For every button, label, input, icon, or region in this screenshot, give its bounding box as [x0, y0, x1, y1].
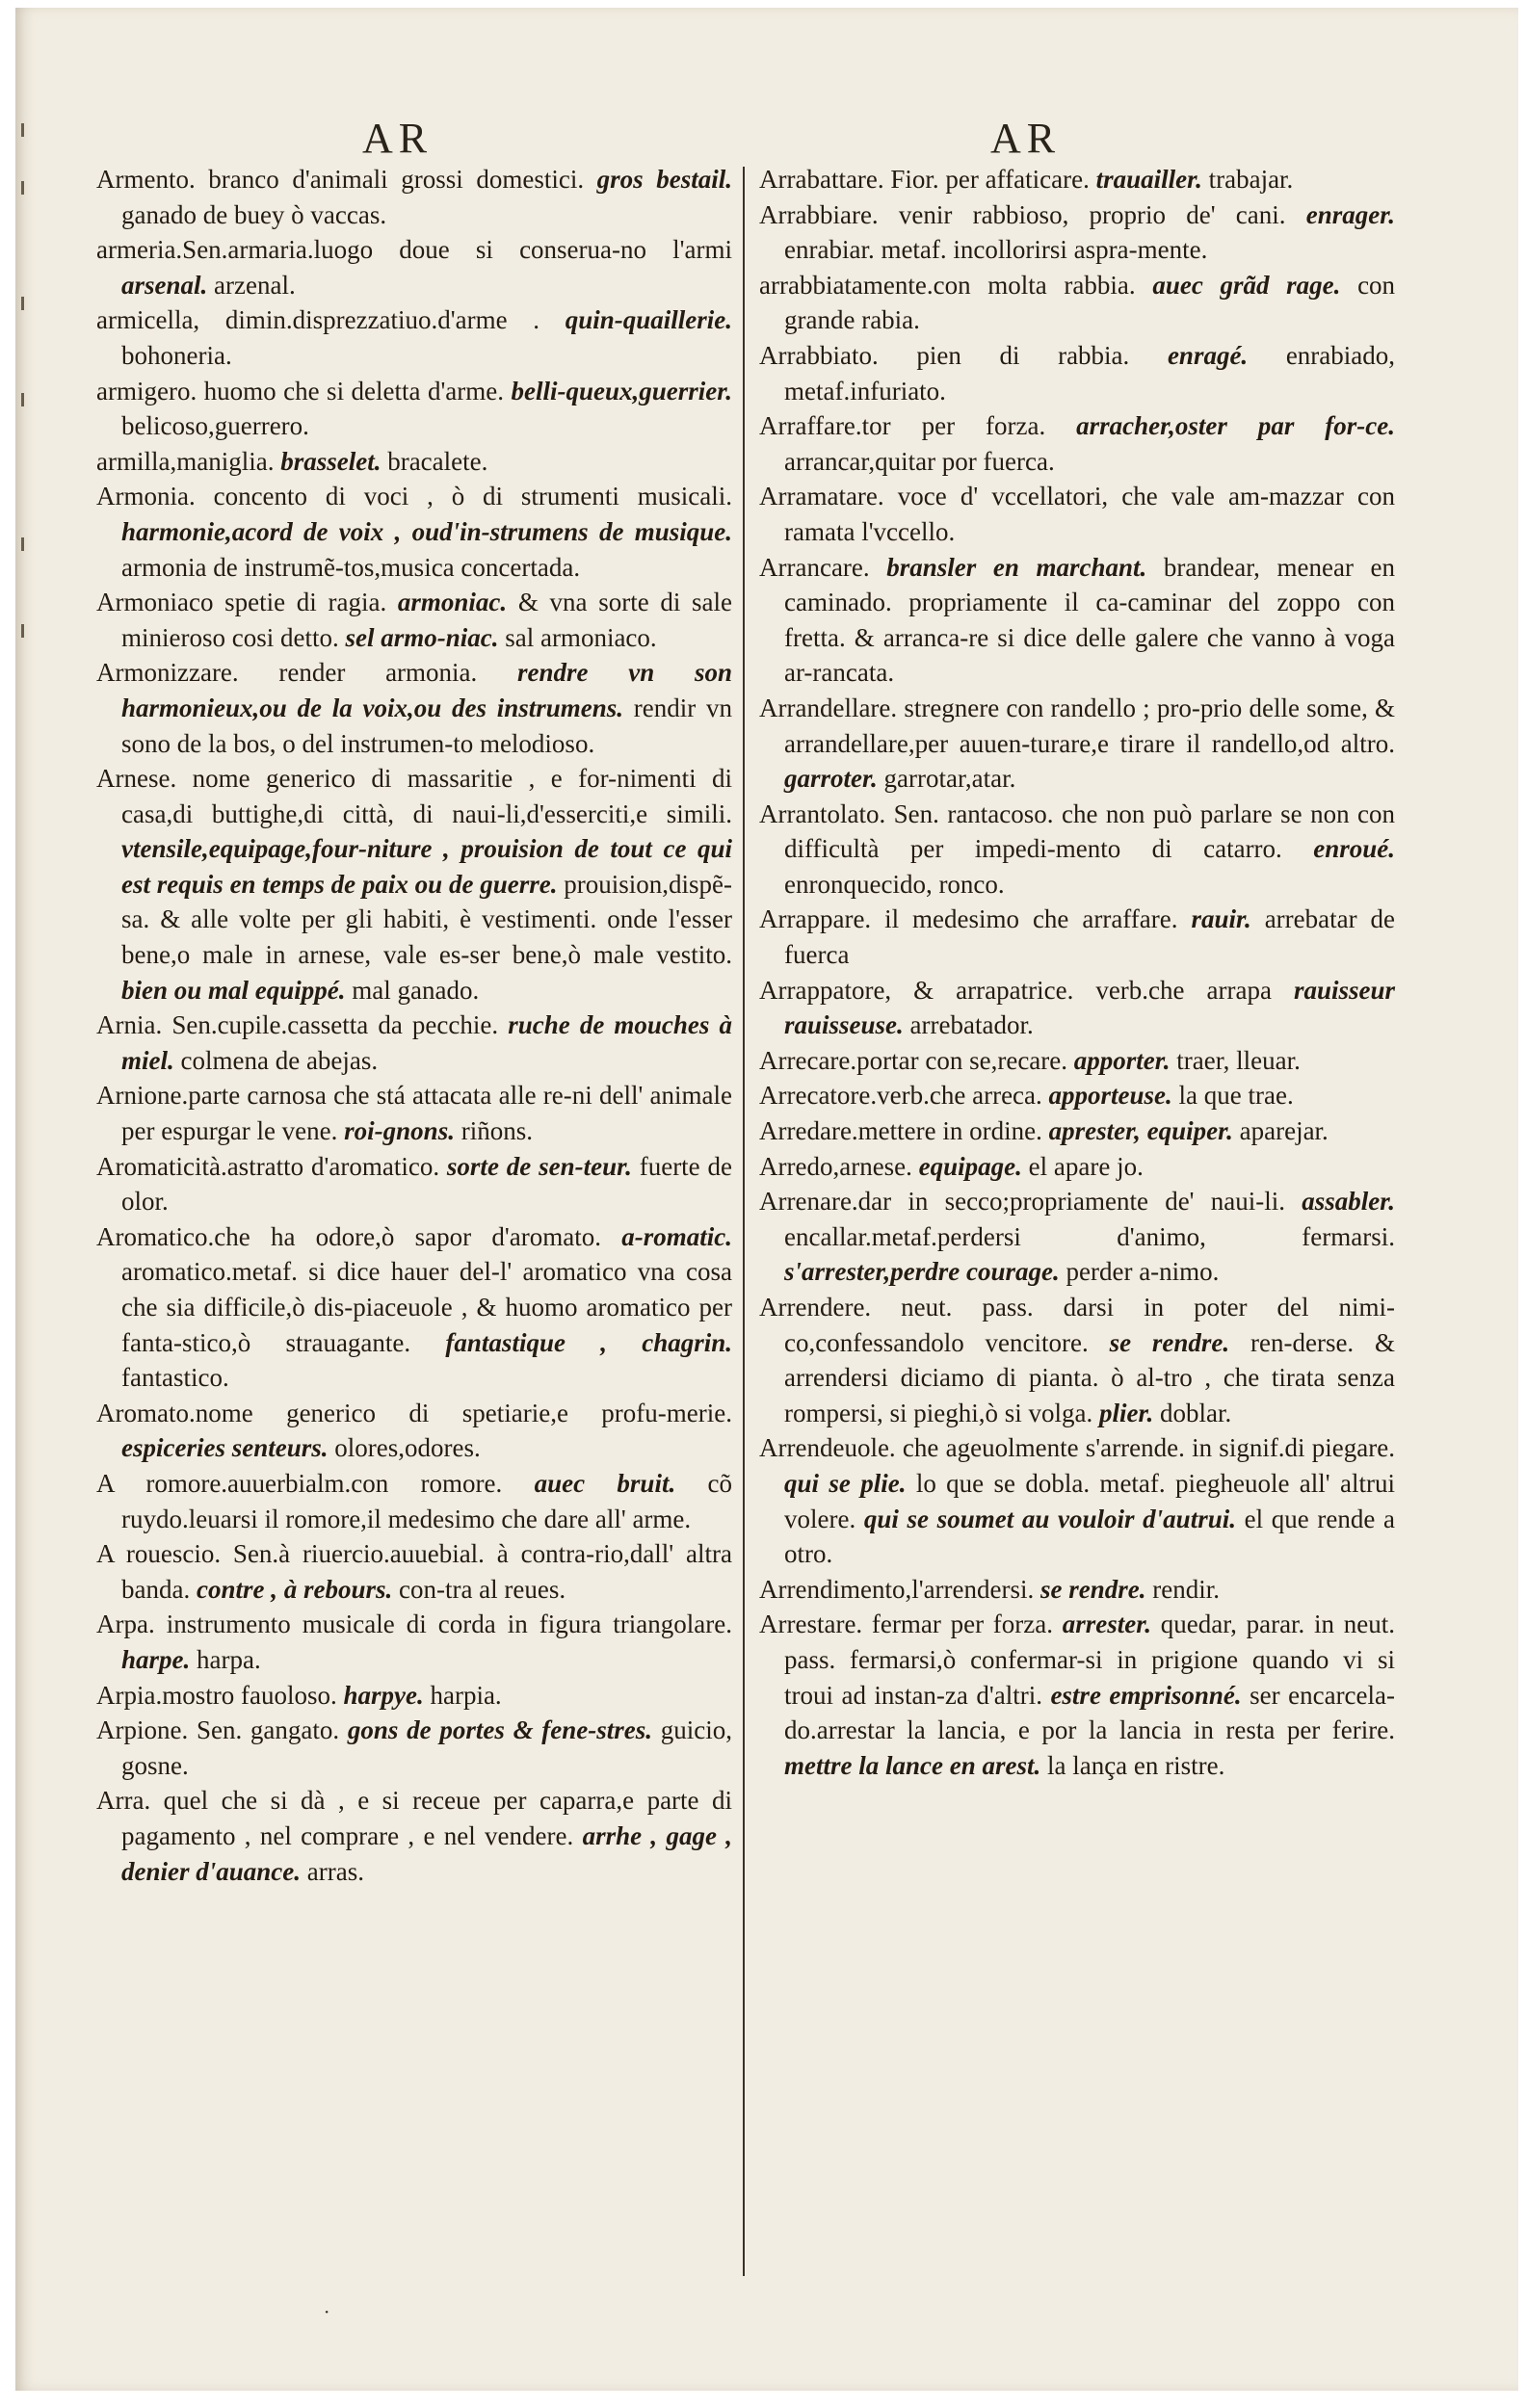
dictionary-entry — [759, 1043, 1395, 1079]
french-gloss: apporter. — [1073, 1045, 1171, 1075]
french-gloss: aprester, equiper. — [1048, 1116, 1233, 1146]
french-gloss: fantastique , chagrin. — [445, 1327, 732, 1357]
headword-definition: Arrecare.portar con se,recare. — [759, 1045, 1068, 1075]
headword-definition: Arredare.mettere in ordine. — [759, 1116, 1042, 1146]
french-gloss: harpye. — [343, 1680, 424, 1710]
french-gloss: apporteuse. — [1048, 1081, 1172, 1111]
spanish-gloss: la que trae. — [1178, 1081, 1294, 1111]
dictionary-entry — [759, 902, 1395, 972]
spanish-gloss: garrotar,atar. — [883, 764, 1016, 794]
dictionary-entry — [759, 197, 1395, 268]
spanish-gloss: arzenal. — [214, 270, 296, 300]
dictionary-entry — [759, 408, 1395, 479]
french-gloss: bien ou mal equippé. — [121, 975, 346, 1005]
french-gloss: belli-queux,guerrier. — [511, 376, 733, 406]
french-gloss: ruche de mouches à miel. — [121, 1010, 733, 1075]
headword-definition: Armonizzare. render armonia. — [96, 658, 478, 688]
french-gloss: arracher,oster par for-ce. — [1076, 411, 1396, 441]
french-gloss: enroué. — [1313, 834, 1395, 864]
dictionary-entry — [759, 1149, 1395, 1185]
french-gloss: armoniac. — [397, 588, 508, 617]
headword-definition: Arrabbiare. venir rabbioso, proprio de' cani. — [759, 199, 1286, 229]
spanish-gloss: arrebatador. — [909, 1010, 1034, 1040]
french-gloss: vtensile,equipage,four-niture , prouision de tout ce qui est requis en temps de paix ou de guerre. — [121, 834, 732, 899]
dictionary-entry — [759, 691, 1395, 797]
french-gloss: qui se soumet au vouloir d'autrui. — [863, 1504, 1236, 1533]
dictionary-entry — [759, 162, 1395, 197]
headword-definition: Arrendeuole. che ageuolmente s'arrende. in signif.di piegare. — [759, 1433, 1395, 1463]
french-gloss: trauailler. — [1095, 165, 1202, 194]
french-gloss: arrhe , gage , denier d'auance. — [121, 1820, 733, 1886]
dictionary-entry — [96, 162, 732, 232]
spanish-gloss: quedar, parar. in neut. pass. fermarsi,ò confermar-si in prigione quando vi si troui ad instan-za d'altri. — [784, 1610, 1396, 1710]
spanish-gloss: enronquecido, ronco. — [784, 869, 1005, 899]
headword-definition: Arpa. instrumento musicale di corda in figura triangolare. — [96, 1610, 732, 1639]
headword-definition: Arra. quel che si dà , e si receue per caparra,e parte di pagamento , nel comprare , e nel vendere. — [96, 1786, 732, 1850]
dictionary-entry — [759, 550, 1395, 691]
dictionary-entry — [96, 585, 732, 655]
spanish-gloss: guicio, gosne. — [121, 1715, 733, 1780]
dictionary-entry — [759, 268, 1395, 338]
spanish-gloss: harpia. — [430, 1680, 502, 1710]
french-gloss: arsenal. — [121, 270, 208, 300]
spanish-gloss: olores,odores. — [334, 1433, 481, 1463]
spanish-gloss: rendir vn sono de la bos, o del instrumen-to melodioso. — [121, 693, 733, 758]
dictionary-entry — [759, 973, 1395, 1043]
spanish-gloss: bohoneria. — [121, 340, 232, 370]
spanish-gloss: enrabiado, metaf.infuriato. — [784, 340, 1396, 406]
dictionary-entry — [96, 1678, 732, 1714]
dictionary-entry — [759, 1078, 1395, 1113]
dictionary-entry — [96, 1008, 732, 1078]
spanish-gloss: doblar. — [1159, 1398, 1232, 1427]
french-gloss: rauisseur rauisseuse. — [784, 975, 1395, 1040]
spanish-gloss: perder a-nimo. — [1066, 1257, 1220, 1287]
headword-definition: Arrestare. fermar per forza. — [759, 1610, 1053, 1639]
dictionary-entry — [96, 374, 732, 444]
dictionary-entry — [96, 1219, 732, 1396]
headword-definition: Arrendere. neut. pass. darsi in poter del nimi-co,confessandolo vencitore. — [759, 1293, 1395, 1357]
dictionary-entry — [96, 1466, 732, 1536]
running-head-right: AR — [990, 115, 1062, 162]
french-gloss: harpe. — [121, 1644, 191, 1674]
dictionary-entry — [759, 479, 1395, 549]
dictionary-entry — [759, 1607, 1395, 1783]
spanish-gloss: arrebatar de fuerca — [784, 904, 1396, 970]
headword-definition: armigero. huomo che si deletta d'arme. — [96, 376, 505, 406]
headword-definition: Arramatare. voce d' vccellatori, che vale am-mazzar con ramata l'vccello. — [759, 482, 1395, 546]
french-gloss: estre emprisonné. — [1050, 1680, 1242, 1710]
dictionary-entry — [759, 1572, 1395, 1608]
spanish-gloss: trabajar. — [1208, 165, 1294, 194]
dictionary-entry — [96, 1783, 732, 1889]
spanish-gloss: colmena de abejas. — [180, 1045, 379, 1075]
spanish-gloss: brandear, menear en caminado. propriamente il ca-caminar del zoppo con fretta. & arranca-re si dice delle galere che vanno à voga ar-rancata. — [784, 552, 1396, 688]
spanish-gloss: fuerte de olor. — [121, 1151, 732, 1217]
headword-definition: Arnia. Sen.cupile.cassetta da pecchie. — [96, 1010, 499, 1040]
dictionary-entry — [96, 1713, 732, 1783]
headword-definition: A romore.auuerbialm.con romore. — [96, 1468, 503, 1498]
french-gloss: brasselet. — [280, 446, 382, 476]
french-gloss: contre , à rebours. — [196, 1574, 393, 1604]
headword-definition: Arredo,arnese. — [759, 1151, 912, 1181]
spanish-gloss: fantastico. — [121, 1363, 229, 1393]
french-gloss: roi-gnons. — [344, 1116, 455, 1146]
dictionary-entry — [759, 797, 1395, 903]
french-gloss: harmonie,acord de voix , oud'in-strumens de musique. — [121, 516, 732, 546]
dictionary-entry — [96, 655, 732, 761]
headword-definition: Arnione.parte carnosa che stá attacata alle re-ni dell' animale per espurgar le vene. — [96, 1081, 732, 1146]
spanish-gloss: rendir. — [1152, 1574, 1220, 1604]
headword-definition: armeria.Sen.armaria.luogo doue si conserua-no l'armi — [96, 235, 732, 265]
headword-definition: Arrandellare. stregnere con randello ; pro-prio delle some, & arrandellare,per auuen-turare,e tirare il randello,od altro. — [759, 693, 1395, 758]
spanish-gloss: la lança en ristre. — [1046, 1750, 1225, 1780]
spanish-gloss: arrancar,quitar por fuerca. — [784, 446, 1055, 476]
spanish-gloss: ren-derse. & arrendersi diciamo di pianta. ò al-tro , che tirata senza rompersi, si pieghi,ò si volga. — [784, 1327, 1396, 1427]
headword-definition: Arrabbiato. pien di rabbia. — [759, 340, 1130, 370]
left-column — [96, 162, 732, 1889]
headword-definition: Aromaticità.astratto d'aromatico. — [96, 1151, 440, 1181]
french-gloss: qui se plie. — [784, 1468, 907, 1498]
spanish-gloss: prouision,dispẽ-sa. & alle volte per gli habiti, è vestimenti. onde l'esser bene,o male in arnese, vale es-ser bene,ò male vestito. — [121, 869, 732, 970]
spanish-gloss: riñons. — [460, 1116, 533, 1146]
spanish-gloss: sal armoniaco. — [505, 622, 657, 652]
headword-definition: armicella, dimin.disprezzatiuo.d'arme . — [96, 305, 540, 335]
french-gloss: a-romatic. — [621, 1221, 733, 1251]
headword-definition: A rouescio. Sen.à riuercio.auuebial. à contra-rio,dall' altra banda. — [96, 1539, 732, 1604]
headword-definition: Arrappatore, & arrapatrice. verb.che arrapa — [759, 975, 1272, 1005]
spanish-gloss: el que rende a otro. — [784, 1504, 1396, 1569]
spanish-gloss: lo que se dobla. metaf. piegheuole all' altrui volere. — [784, 1468, 1395, 1533]
spanish-gloss: & vna sorte di sale minieroso cosi detto. — [121, 588, 733, 652]
dictionary-entry — [96, 479, 732, 585]
headword-definition: Arrappare. il medesimo che arraffare. — [759, 904, 1178, 934]
headword-definition: Arnese. nome generico di massaritie , e for-nimenti di casa,di buttighe,di città, di naui-li,d'esserciti,e simili. — [96, 764, 732, 828]
running-head-left: AR — [362, 115, 434, 162]
headword-definition: Arrendimento,l'arrendersi. — [759, 1574, 1035, 1604]
spanish-gloss: con grande rabia. — [784, 270, 1396, 335]
headword-definition: Arrantolato. Sen. rantacoso. che non può parlare se non con difficultà per impedi-mento di catarro. — [759, 798, 1395, 864]
gutter-marks — [15, 123, 33, 701]
spanish-gloss: arras. — [306, 1856, 364, 1886]
dictionary-entry — [96, 1078, 732, 1148]
spanish-gloss: aromatico.metaf. si dice hauer del-l' aromatico vna cosa che sia difficile,ò dis-piaceuole , & huomo aromatico per fanta-stico,ò strauagante. — [121, 1257, 732, 1357]
french-gloss: rendre vn son harmonieux,ou de la voix,ou des instrumens. — [121, 658, 733, 722]
dictionary-entry — [759, 1184, 1395, 1290]
spanish-gloss: encallar.metaf.perdersi d'animo, fermarsi. — [784, 1221, 1395, 1251]
spanish-gloss: bracalete. — [387, 446, 488, 476]
book-page — [15, 8, 1518, 2391]
french-gloss: auec bruit. — [534, 1468, 676, 1498]
french-gloss: assabler. — [1302, 1187, 1395, 1217]
french-gloss: rauir. — [1191, 904, 1251, 934]
headword-definition: Arpia.mostro fauoloso. — [96, 1680, 337, 1710]
spanish-gloss: cõ ruydo.leuarsi il romore,il medesimo che dare all' arme. — [121, 1468, 733, 1533]
french-gloss: arrester. — [1062, 1610, 1151, 1639]
french-gloss: quin-quaillerie. — [565, 305, 732, 335]
dictionary-entry — [96, 1396, 732, 1466]
spanish-gloss: ganado de buey ò vaccas. — [121, 199, 387, 229]
french-gloss: garroter. — [784, 764, 878, 794]
headword-definition: armilla,maniglia. — [96, 446, 275, 476]
french-gloss: bransler en marchant. — [886, 552, 1147, 582]
headword-definition: Aromato.nome generico di spetiarie,e profu-merie. — [96, 1398, 732, 1427]
headword-definition: Armento. branco d'animali grossi domestici. — [96, 165, 585, 194]
dictionary-entry — [759, 1430, 1395, 1571]
headword-definition: Arrancare. — [759, 552, 870, 582]
french-gloss: enrager. — [1305, 199, 1396, 229]
spanish-gloss: armonia de instrumẽ-tos,musica concertada. — [121, 552, 581, 582]
french-gloss: enragé. — [1167, 340, 1249, 370]
headword-definition: arrabbiatamente.con molta rabbia. — [759, 270, 1136, 300]
dictionary-entry — [96, 232, 732, 302]
headword-definition: Arraffare.tor per forza. — [759, 411, 1046, 441]
spanish-gloss: aparejar. — [1239, 1116, 1329, 1146]
headword-definition: Arpione. Sen. gangato. — [96, 1715, 340, 1745]
french-gloss: mettre la lance en arest. — [784, 1750, 1041, 1780]
french-gloss: sorte de sen-teur. — [446, 1151, 632, 1181]
spanish-gloss: el apare jo. — [1028, 1151, 1144, 1181]
dictionary-entry — [759, 1113, 1395, 1149]
french-gloss: se rendre. — [1040, 1574, 1146, 1604]
french-gloss: gros bestail. — [596, 165, 732, 194]
french-gloss: gons de portes & fene-stres. — [347, 1715, 653, 1745]
headword-definition: Arrenare.dar in secco;propriamente de' naui-li. — [759, 1187, 1285, 1217]
spanish-gloss: enrabiar. metaf. incollorirsi aspra-mente. — [784, 235, 1208, 265]
ink-mark: · — [324, 2300, 330, 2323]
dictionary-entry — [96, 302, 732, 373]
dictionary-entry — [759, 338, 1395, 408]
french-gloss: equipage. — [918, 1151, 1022, 1181]
dictionary-entry — [96, 1607, 732, 1677]
spanish-gloss: traer, lleuar. — [1176, 1045, 1301, 1075]
column-rule — [743, 167, 745, 2276]
spanish-gloss: mal ganado. — [352, 975, 480, 1005]
french-gloss: plier. — [1098, 1398, 1154, 1427]
headword-definition: Armonia. concento di voci , ò di strumenti musicali. — [96, 482, 732, 511]
headword-definition: Arrecatore.verb.che arreca. — [759, 1081, 1042, 1111]
spanish-gloss: belicoso,guerrero. — [121, 411, 309, 441]
headword-definition: Armoniaco spetie di ragia. — [96, 588, 387, 617]
french-gloss: s'arrester,perdre courage. — [784, 1257, 1060, 1287]
spanish-gloss: harpa. — [197, 1644, 261, 1674]
spanish-gloss: ser encarcela-do.arrestar la lancia, e por la lancia in resta per ferire. — [784, 1680, 1396, 1745]
dictionary-entry — [96, 1149, 732, 1219]
headword-definition: Arrabattare. Fior. per affaticare. — [759, 165, 1090, 194]
headword-definition: Aromatico.che ha odore,ò sapor d'aromato. — [96, 1221, 601, 1251]
dictionary-entry — [759, 1290, 1395, 1430]
right-column — [759, 162, 1395, 1783]
french-gloss: espiceries senteurs. — [121, 1433, 329, 1463]
dictionary-entry — [96, 761, 732, 1008]
spanish-gloss: con-tra al reues. — [398, 1574, 566, 1604]
french-gloss: sel armo-niac. — [345, 622, 499, 652]
dictionary-entry — [96, 1536, 732, 1607]
dictionary-entry — [96, 444, 732, 480]
french-gloss: se rendre. — [1109, 1327, 1230, 1357]
french-gloss: auec grãd rage. — [1152, 270, 1341, 300]
